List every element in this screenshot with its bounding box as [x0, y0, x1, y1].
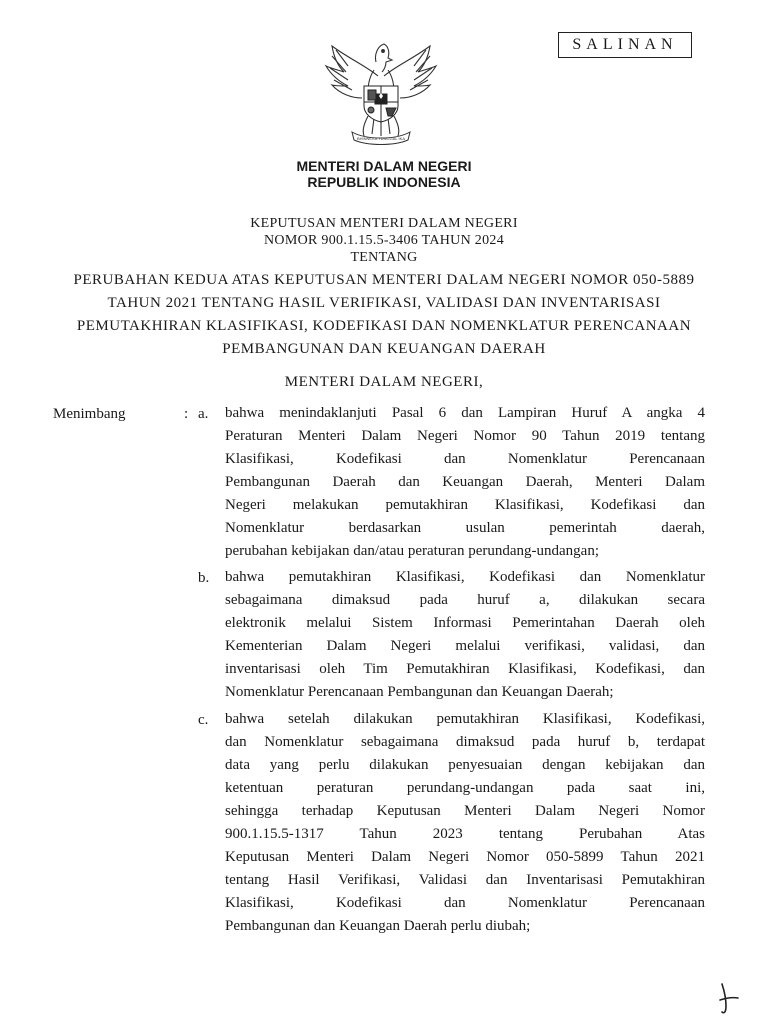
decree-title-line-4: PEMBANGUNAN DAN KEUANGAN DAERAH — [222, 341, 546, 357]
item-b-letter: b. — [198, 570, 210, 586]
consideration-item-b — [225, 566, 705, 704]
paragraph-line: sebagaimana dimaksud pada huruf a, dilakukan secara — [225, 592, 705, 608]
ministry-country: REPUBLIK INDONESIA — [307, 174, 461, 190]
paragraph-line: inventarisasi oleh Tim Pemutakhiran Klasifikasi, Kodefikasi, dan — [225, 661, 705, 677]
paragraph-line: 900.1.15.5-1317 Tahun 2023 tentang Perubahan Atas — [225, 826, 705, 842]
paragraph-line: ketentuan peraturan perundang-undangan pada saat ini, — [225, 780, 705, 796]
decree-about: TENTANG — [350, 250, 418, 265]
paragraph-line: Klasifikasi, Kodefikasi dan Nomenklatur Perencanaan — [225, 895, 705, 911]
paragraph-line: Pembangunan dan Keuangan Daerah perlu diubah; — [225, 918, 531, 934]
decree-heading: KEPUTUSAN MENTERI DALAM NEGERI — [250, 216, 518, 231]
paragraph-line: bahwa pemutakhiran Klasifikasi, Kodefikasi dan Nomenklatur — [225, 569, 705, 585]
paragraph-line: elektronik melalui Sistem Informasi Pemerintahan Daerah oleh — [225, 615, 705, 631]
decree-title-line-2: TAHUN 2021 TENTANG HASIL VERIFIKASI, VALIDASI DAN INVENTARISASI — [107, 295, 661, 311]
decree-number: NOMOR 900.1.15.5-3406 TAHUN 2024 — [264, 233, 504, 248]
considering-colon: : — [184, 406, 189, 422]
decree-title-line-1: PERUBAHAN KEDUA ATAS KEPUTUSAN MENTERI DALAM NEGERI NOMOR 050-5889 — [73, 272, 695, 288]
decree-title-line-3: PEMUTAKHIRAN KLASIFIKASI, KODEFIKASI DAN NOMENKLATUR PERENCANAAN — [76, 318, 692, 334]
consideration-item-c — [225, 708, 705, 938]
garuda-pancasila-emblem-icon — [318, 36, 444, 148]
emblem-motto: BHINNEKA TUNGGAL IKA — [356, 136, 406, 141]
paragraph-line: Kementerian Dalam Negeri melalui verifikasi, validasi, dan — [225, 638, 705, 654]
paragraph-line: bahwa menindaklanjuti Pasal 6 dan Lampiran Huruf A angka 4 — [225, 405, 705, 421]
item-a-letter: a. — [198, 406, 209, 422]
consideration-item-a — [225, 402, 705, 563]
ministry-name: MENTERI DALAM NEGERI — [296, 158, 472, 174]
paragraph-line: dan Nomenklatur sebagaimana dimaksud pada huruf b, terdapat — [225, 734, 705, 750]
issuer-heading: MENTERI DALAM NEGERI, — [284, 374, 484, 390]
paragraph-line: perubahan kebijakan dan/atau peraturan perundang-undangan; — [225, 543, 600, 559]
paragraph-line: data yang perlu dilakukan penyesuaian dengan kebijakan dan — [225, 757, 705, 773]
paragraph-line: bahwa setelah dilakukan pemutakhiran Klasifikasi, Kodefikasi, — [225, 711, 705, 727]
salinan-stamp: SALINAN — [558, 32, 692, 58]
paragraph-line: Klasifikasi, Kodefikasi dan Nomenklatur Perencanaan — [225, 451, 705, 467]
paragraph-line: Pembangunan Daerah dan Keuangan Daerah, Menteri Dalam — [225, 474, 705, 490]
paragraph-line: Peraturan Menteri Dalam Negeri Nomor 90 Tahun 2019 tentang — [225, 428, 705, 444]
paragraph-line: tentang Hasil Verifikasi, Validasi dan Inventarisasi Pemutakhiran — [225, 872, 705, 888]
considering-label: Menimbang — [53, 406, 126, 422]
paragraph-line: Keputusan Menteri Dalam Negeri Nomor 050-5899 Tahun 2021 — [225, 849, 705, 865]
paragraph-line: Nomenklatur Perencanaan Pembangunan dan Keuangan Daerah; — [225, 684, 614, 700]
item-c-letter: c. — [198, 712, 209, 728]
paragraph-line: sehingga terhadap Keputusan Menteri Dalam Negeri Nomor — [225, 803, 705, 819]
handwritten-initial-icon — [714, 980, 744, 1016]
paragraph-line: Negeri melakukan pemutakhiran Klasifikasi, Kodefikasi dan — [225, 497, 705, 513]
paragraph-line: Nomenklatur berdasarkan usulan pemerintah daerah, — [225, 520, 705, 536]
